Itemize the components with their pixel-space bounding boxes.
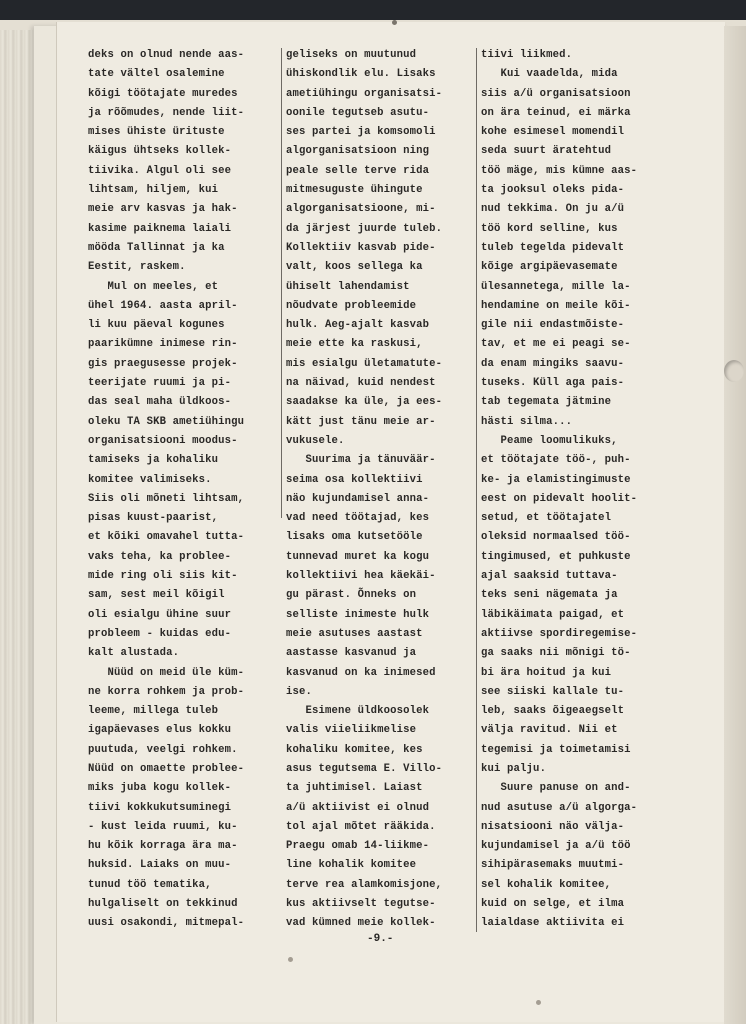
- text-line: Eestit, raskem.: [88, 261, 186, 274]
- text-line: tol ajal mõtet rääkida.: [286, 820, 436, 833]
- text-line: kasvanud on ka inimesed: [286, 666, 436, 679]
- text-line: gis praegusesse projek-: [88, 357, 238, 370]
- text-line: Siis oli mõneti lihtsam,: [88, 492, 245, 505]
- text-line: organisatsiooni moodus-: [88, 434, 238, 447]
- text-line: vukusele.: [286, 434, 345, 447]
- text-line: algorganisatsioon ning: [286, 145, 430, 158]
- text-line: tunud töö tematika,: [88, 878, 212, 891]
- text-line: tuseks. Küll aga pais-: [481, 377, 625, 390]
- text-line: seda suurt äratehtud: [481, 145, 612, 158]
- text-line: ühiselt lahendamist: [286, 280, 410, 293]
- text-line: asus tegutsema E. Villo-: [286, 762, 443, 775]
- text-line: tate vältel osalemine: [88, 68, 225, 81]
- column-divider: [476, 48, 477, 932]
- text-line: na näivad, kuid nendest: [286, 377, 436, 390]
- text-line: - kust leida ruumi, ku-: [88, 820, 238, 833]
- text-line: välja ravitud. Nii et: [481, 724, 618, 737]
- text-line: Suurima ja tänuväär-: [286, 454, 436, 467]
- text-line: tiivi liikmed.: [481, 49, 573, 61]
- text-line: kalt alustada.: [88, 647, 180, 660]
- text-line: kus aktiivselt tegutse-: [286, 898, 436, 911]
- text-line: gile nii endastmõiste-: [481, 319, 625, 332]
- text-line: ta jooksul oleks pida-: [481, 184, 625, 197]
- text-column-3: [481, 46, 675, 934]
- text-line: kohe esimesel momendil: [481, 126, 625, 139]
- text-line: siis a/ü organisatsioon: [481, 87, 631, 100]
- text-line: puutuda, veelgi rohkem.: [88, 743, 238, 756]
- text-line: ise.: [286, 685, 313, 698]
- text-line: valis viieliikmelise: [286, 724, 417, 737]
- text-line: meie ette ka raskusi,: [286, 338, 423, 351]
- text-line: ke- ja elamistingimuste: [481, 473, 631, 486]
- text-line: oleku TA SKB ametiühingu: [88, 415, 245, 428]
- text-line: valt, koos sellega ka: [286, 261, 423, 274]
- text-line: terve rea alamkomisjone,: [286, 878, 443, 891]
- text-line: algorganisatsioone, mi-: [286, 203, 436, 216]
- text-line: Peame loomulikuks,: [481, 434, 618, 447]
- text-line: selliste inimeste hulk: [286, 608, 430, 621]
- text-line: bi ära hoitud ja kui: [481, 666, 612, 679]
- text-line: ülesannetega, mille la-: [481, 280, 631, 293]
- text-line: paarikümne inimese rin-: [88, 338, 238, 351]
- text-line: a/ü aktiivist ei olnud: [286, 801, 430, 814]
- text-line: seima osa kollektiivi: [286, 473, 423, 486]
- text-line: tab tegemata jätmine: [481, 396, 612, 409]
- text-line: näo kujundamisel anna-: [286, 492, 430, 505]
- text-line: saadakse ka üle, ja ees-: [286, 396, 443, 409]
- text-line: ametiühingu organisatsi-: [286, 87, 443, 100]
- text-column-1: [88, 46, 280, 934]
- text-line: Suure panuse on and-: [481, 782, 631, 795]
- text-line: käigus ühtseks kollek-: [88, 145, 232, 158]
- text-line: tingimused, et puhkuste: [481, 550, 631, 563]
- text-line: da enam mingiks saavu-: [481, 357, 625, 370]
- text-line: kui palju.: [481, 762, 547, 775]
- text-line: vaks teha, ka problee-: [88, 550, 232, 563]
- text-line: mitmesuguste ühingute: [286, 184, 423, 197]
- text-line: igapäevases elus kokku: [88, 724, 232, 737]
- text-line: vad kümned meie kollek-: [286, 917, 436, 930]
- text-line: sel kohalik komitee,: [481, 878, 612, 891]
- text-line: Kui vaadelda, mida: [481, 68, 618, 81]
- text-line: setud, et töötajatel: [481, 512, 612, 525]
- text-line: mide ring oli siis kit-: [88, 570, 238, 583]
- text-line: gu pärast. Õnneks on: [286, 589, 417, 602]
- text-line: teerijate ruumi ja pi-: [88, 377, 232, 390]
- text-line: tamiseks ja kohaliku: [88, 454, 219, 467]
- text-line: kasime paiknema laiali: [88, 222, 232, 235]
- text-line: oonile tegutseb asutu-: [286, 106, 430, 119]
- text-line: kõige argipäevasemate: [481, 261, 618, 274]
- text-line: line kohalik komitee: [286, 859, 417, 872]
- paper-speck: [288, 957, 293, 962]
- text-line: sihipärasemaks muutmi-: [481, 859, 625, 872]
- text-line: mööda Tallinnat ja ka: [88, 241, 225, 254]
- text-line: deks on olnud nende aas-: [88, 49, 245, 61]
- text-line: läbikäimata paigad, et: [481, 608, 625, 621]
- text-line: huksid. Laiaks on muu-: [88, 859, 232, 872]
- text-line: nõudvate probleemide: [286, 299, 417, 312]
- text-line: nisatsiooni näo välja-: [481, 820, 625, 833]
- text-line: leb, saaks õigeaegselt: [481, 705, 625, 718]
- text-line: hu kõik korraga ära ma-: [88, 840, 238, 853]
- text-line: hendamine on meile kõi-: [481, 299, 631, 312]
- text-line: tiivika. Algul oli see: [88, 164, 232, 177]
- page-number: -9.-: [367, 933, 394, 945]
- paper-speck: [392, 20, 397, 25]
- text-line: uusi osakondi, mitmepal-: [88, 917, 245, 930]
- text-line: teks seni nägemata ja: [481, 589, 618, 602]
- text-line: probleem - kuidas edu-: [88, 627, 232, 640]
- text-line: ne korra rohkem ja prob-: [88, 685, 245, 698]
- text-line: Nüüd on meid üle küm-: [88, 666, 245, 679]
- text-line: lihtsam, hiljem, kui: [88, 184, 219, 197]
- text-line: mis esialgu ületamatute-: [286, 357, 443, 370]
- text-line: tuleb tegelda pidevalt: [481, 241, 625, 254]
- text-line: kujundamisel ja a/ü töö: [481, 840, 631, 853]
- text-line: Mul on meeles, et: [88, 280, 219, 293]
- column-divider: [281, 48, 282, 518]
- text-line: töö kord selline, kus: [481, 222, 618, 235]
- text-line: Nüüd on omaette problee-: [88, 762, 245, 775]
- text-line: hulgaliselt on tekkinud: [88, 898, 238, 911]
- text-line: meie asutuses aastast: [286, 627, 423, 640]
- text-line: leeme, millega tuleb: [88, 705, 219, 718]
- text-line: ta juhtimisel. Laiast: [286, 782, 423, 795]
- text-line: ja rõõmudes, nende liit-: [88, 106, 245, 119]
- text-line: tunnevad muret ka kogu: [286, 550, 430, 563]
- text-line: tegemisi ja toimetamisi: [481, 743, 631, 756]
- text-line: ühiskondlik elu. Lisaks: [286, 68, 436, 81]
- text-column-2: [286, 46, 476, 934]
- text-line: komitee valimiseks.: [88, 473, 212, 486]
- text-line: li kuu päeval kogunes: [88, 319, 225, 332]
- punch-hole: [724, 360, 744, 382]
- paper-speck: [536, 1000, 541, 1005]
- text-line: hulk. Aeg-ajalt kasvab: [286, 319, 430, 332]
- text-line: töö mäge, mis kümne aas-: [481, 164, 638, 177]
- text-line: pisas kuust-paarist,: [88, 512, 219, 525]
- right-page-edge: [724, 26, 746, 1024]
- text-line: aktiivse spordiregemise-: [481, 627, 638, 640]
- text-line: miks juba kogu kollek-: [88, 782, 232, 795]
- text-line: kätt just tänu meie ar-: [286, 415, 436, 428]
- text-line: et töötajate töö-, puh-: [481, 454, 631, 467]
- text-line: laialdase aktiivita ei: [481, 917, 625, 930]
- text-line: nud asutuse a/ü algorga-: [481, 801, 638, 814]
- text-line: peale selle terve rida: [286, 164, 430, 177]
- text-line: ga saaks nii mõnigi tö-: [481, 647, 631, 660]
- text-line: oli esialgu ühine suur: [88, 608, 232, 621]
- text-line: on ära teinud, ei märka: [481, 106, 631, 119]
- text-line: das seal maha üldkoos-: [88, 396, 232, 409]
- text-line: mises ühiste ürituste: [88, 126, 225, 139]
- text-line: see siiski kallale tu-: [481, 685, 625, 698]
- text-line: Esimene üldkoosolek: [286, 705, 430, 718]
- text-line: oleksid normaalsed töö-: [481, 531, 631, 544]
- text-line: kollektiivi hea käekäi-: [286, 570, 436, 583]
- text-line: kuid on selge, et ilma: [481, 898, 625, 911]
- text-line: Praegu omab 14-liikme-: [286, 840, 430, 853]
- text-line: et kõiki omavahel tutta-: [88, 531, 245, 544]
- text-line: ühel 1964. aasta april-: [88, 299, 238, 312]
- text-line: geliseks on muutunud: [286, 49, 417, 61]
- text-line: meie arv kasvas ja hak-: [88, 203, 238, 216]
- text-line: Kollektiiv kasvab pide-: [286, 241, 436, 254]
- text-line: sam, sest meil kõigil: [88, 589, 225, 602]
- text-line: aastasse kasvanud ja: [286, 647, 417, 660]
- text-line: kõigi töötajate muredes: [88, 87, 238, 100]
- text-line: eest on pidevalt hoolit-: [481, 492, 638, 505]
- text-line: ses partei ja komsomoli: [286, 126, 436, 139]
- scanner-top-border: [0, 0, 746, 22]
- text-line: tiivi kokkukutsuminegi: [88, 801, 232, 814]
- text-line: vad need töötajad, kes: [286, 512, 430, 525]
- text-line: tav, et me ei peagi se-: [481, 338, 631, 351]
- text-line: nud tekkima. On ju a/ü: [481, 203, 625, 216]
- text-line: da järjest juurde tuleb.: [286, 222, 443, 235]
- text-line: kohaliku komitee, kes: [286, 743, 423, 756]
- text-line: lisaks oma kutsetööle: [286, 531, 423, 544]
- text-line: ajal saaksid tuttava-: [481, 570, 618, 583]
- text-line: hästi silma...: [481, 415, 573, 428]
